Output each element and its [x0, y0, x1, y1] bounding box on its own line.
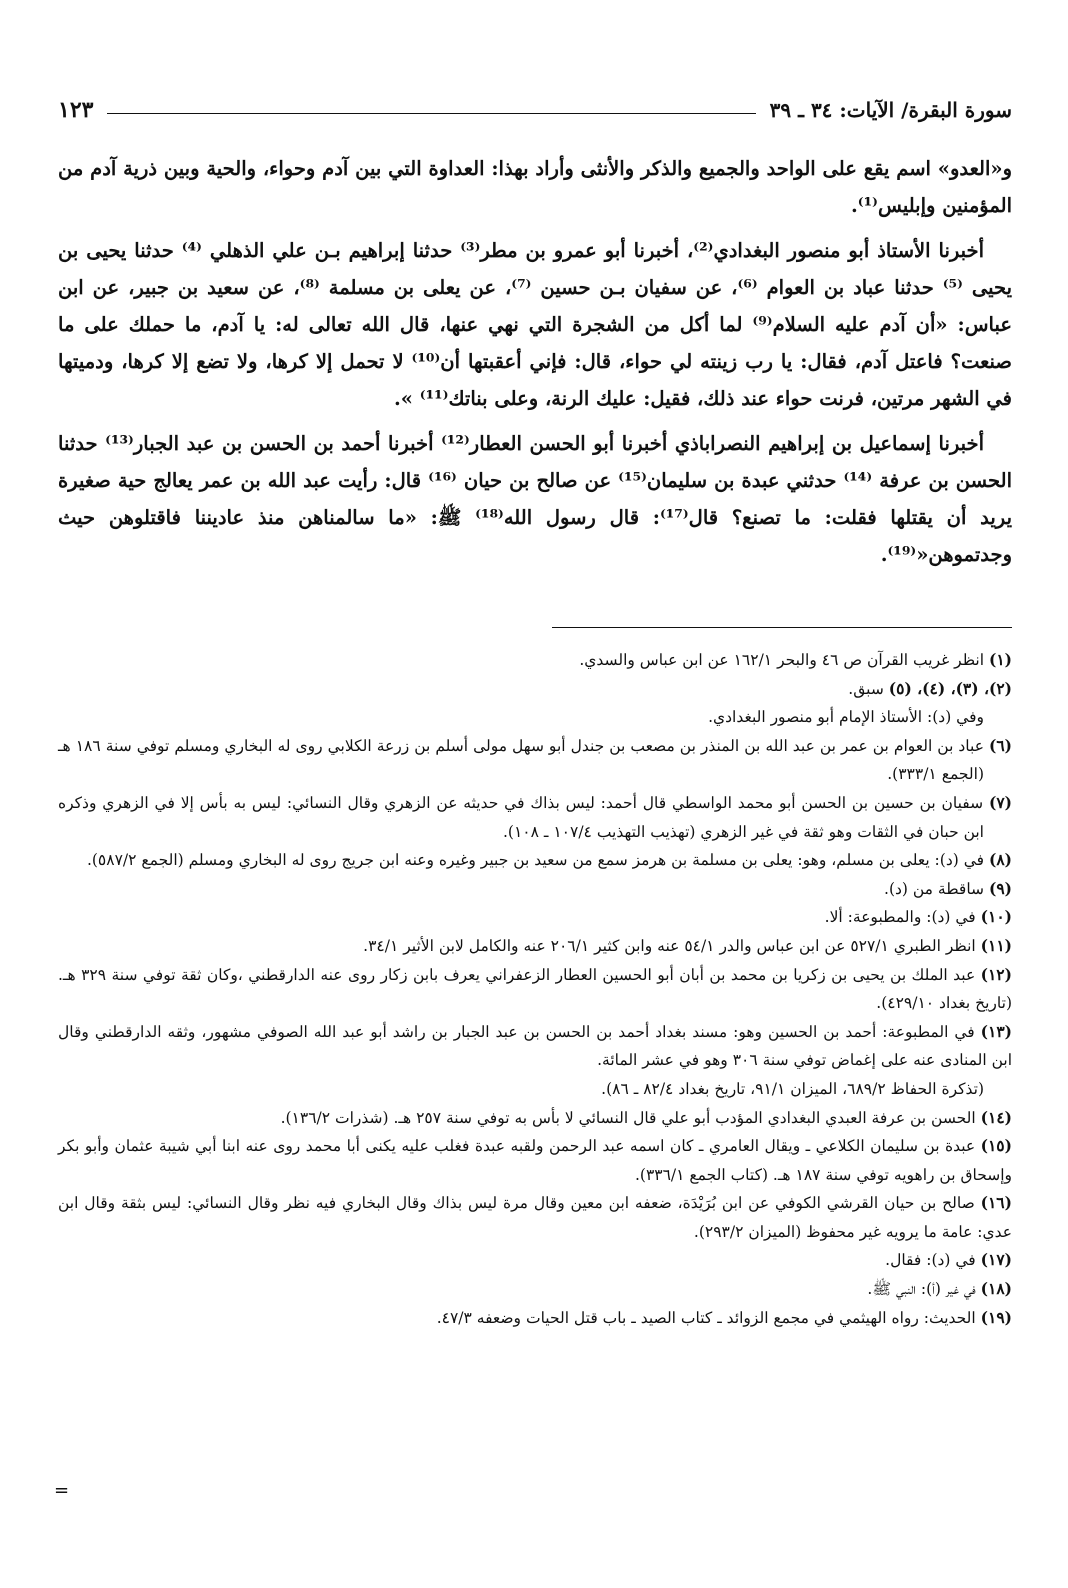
footnote-text: في المطبوعة: أحمد بن الحسين وهو: مسند بغداد أحمد بن الحسن بن عبد الجبار بن راشد أبو عبد الله الصوفي مشهور، وثقه الدارقطني وقال ابن المنادى عنه على إغماض توفي سنة ٣٠٦ وهو في عشر المائة. [58, 1022, 1012, 1070]
footnote [58, 789, 1012, 846]
footnote-number: (١٣) [980, 1021, 1012, 1041]
paragraph-2: أخبرنا الأستاذ أبو منصور البغدادي⁽²⁾، أخبرنا أبو عمرو بن مطر⁽³⁾ حدثنا إبراهيم بـن علي الذهلي ⁽⁴⁾ حدثنا يحيى بن يحيى ⁽⁵⁾ حدثنا عباد بن العوام ⁽⁶⁾، عن سفيان بـن حسين ⁽⁷⁾، عن يعلى بن مسلمة ⁽⁸⁾، عن سعيد بن جبير، عن ابن عباس: «أن آدم عليه السلام⁽⁹⁾ لما أكل من الشجرة التي نهي عنها، قال الله تعالى له: يا آدم، ما حملك على ما صنعت؟ فاعتل آدم، فقال: يا رب زينته لي حواء، قال: فإني أعقبتها أن⁽¹⁰⁾ لا تحمل إلا كرها، ولا تضع إلا كرها، ودميتها في الشهر مرتين، فرنت حواء عند ذلك، فقيل: عليك الرنة، وعلى بناتك⁽¹¹⁾ ». [58, 239, 1013, 410]
footnote-number: (٧) [988, 792, 1012, 812]
footnote [58, 932, 1012, 961]
footnote-text: في (د): فقال. [885, 1251, 976, 1270]
paragraph-1: و«العدو» اسم يقع على الواحد والجميع والذكر والأنثى وأراد بهذا: العداوة التي بين آدم وحواء، والحية وبين ذرية آدم من المؤمنين وإبليس⁽¹⁾. [58, 157, 1012, 217]
running-header [58, 92, 1012, 128]
footnote [58, 1246, 1012, 1275]
footnote-text: في (د): يعلى بن مسلم، وهو: يعلى بن مسلمة بن هرمز سمع من سعيد بن جبير وغيره وعنه ابن جريج روى له البخاري ومسلم (الجمع ٥٨٧/٢). [86, 851, 985, 870]
footnote [58, 1304, 1012, 1333]
footnote-text: انظر الطبري ٥٢٧/١ عن ابن عباس والدر ٥٤/١ عنه وابن كثير ٢٠٦/١ عنه والكامل لابن الأثير ٣٤/١. [363, 936, 976, 955]
footnote-text: صالح بن حيان القرشي الكوفي عن ابن بُرَيْدَة، ضعفه ابن معين وقال مرة ليس بذاك وقال البخاري فيه نظر وقال النسائي: ليس بثقة وقال ابن عدي: عامة ما يرويه غير محفوظ (الميزان ٢٩٣/٢). [58, 1194, 1012, 1241]
surah-title: سورة البقرة/ الآيات: ٣٤ ـ ٣٩ [769, 98, 1012, 122]
footnote-number: (١٢) [980, 964, 1012, 984]
footnote [58, 703, 1012, 732]
footnote [58, 846, 1012, 875]
footnote [58, 1075, 1012, 1104]
footnote-text: الحسن بن عرفة العبدي البغدادي المؤدب أبو علي قال النسائي لا بأس به توفي سنة ٢٥٧ هـ. (شذرات ١٣٦/٢). [280, 1108, 976, 1127]
footnote-text: عبدة بن سليمان الكلاعي ـ ويقال العامري ـ كان اسمه عبد الرحمن ولقبه عبدة فغلب عليه يكنى أبا محمد روى عنه ابنا أبي شيبة عثمان وأبو بكر وإسحاق بن راهويه توفي سنة ١٨٧ هـ. (كتاب الجمع ٣٣٦/١). [58, 1137, 1012, 1184]
main-text [58, 150, 1012, 581]
footnote-text: سبق. [848, 679, 884, 698]
footnote [58, 1189, 1012, 1246]
footnote-number: (١٦) [980, 1193, 1012, 1213]
footnote [58, 903, 1012, 932]
footnote [58, 675, 1012, 704]
paragraph-3: أخبرنا إسماعيل بن إبراهيم النصراباذي أخبرنا أبو الحسن العطار⁽¹²⁾ أخبرنا أحمد بن الحسن بن عبد الجبار⁽¹³⁾ حدثنا الحسن بن عرفة ⁽¹⁴⁾ حدثني عبدة بن سليمان⁽¹⁵⁾ عن صالح بن حيان ⁽¹⁶⁾ قال: رأيت عبد الله بن عمر يعالج حية صغيرة يريد أن يقتلها فقلت: ما تصنع؟ قال⁽¹⁷⁾: قال رسول الله⁽¹⁸⁾ ﷺ: «ما سالمناهن منذ عاديننا فاقتلوهن حيث وجدتموهن«⁽¹⁹⁾. [58, 432, 1012, 566]
page-number: ١٢٣ [58, 97, 94, 123]
footnote-text: انظر غريب القرآن ص ٤٦ والبحر ١٦٢/١ عن ابن عباس والسدي. [579, 651, 985, 669]
footnote-number: (٢)، (٣)، (٤)، (٥) [888, 678, 1012, 698]
footnote-text: (تذكرة الحفاظ ٦٨٩/٢، الميزان ٩١/١، تاريخ بغداد ٨٢/٤ ـ ٨٦). [601, 1079, 984, 1098]
footnote-separator [552, 627, 1012, 628]
footnote [58, 732, 1012, 789]
footnote [58, 1104, 1012, 1133]
footnote-number: (١٧) [980, 1250, 1012, 1270]
footnote [58, 961, 1012, 1018]
footnote-text: الحديث: رواه الهيثمي في مجمع الزوائد ـ كتاب الصيد ـ باب قتل الحيات وضعفه ٤٧/٣. [436, 1308, 976, 1327]
footnote-text: وفي (د): الأستاذ الإمام أبو منصور البغدادي. [708, 708, 984, 727]
footnote-text: عبد الملك بن يحيى بن زكريا بن محمد بن أبان أبو الحسين العطار الزعفراني يعرف بابن زكار روى عنه الدارقطني ،وكان ثقة توفي سنة ٣٢٩ هـ. (تاريخ بغداد ٤٢٩/١٠). [58, 965, 1012, 1013]
footnote-number: (١١) [980, 935, 1012, 955]
header-rule [107, 113, 755, 114]
footnote-text: عباد بن العوام بن عمر بن عبد الله بن المنذر بن مصعب بن جندل أبو سهل مولى أسلم بن زرعة الكلابي روى له البخاري ومسلم توفي سنة ١٨٦ هـ (الجمع ٣٣٣/١). [58, 736, 984, 784]
footnote-text: في (د): والمطبوعة: ألا. [824, 908, 976, 927]
footnote-number: (١٩) [980, 1307, 1012, 1327]
footnote-number: (٩) [988, 878, 1012, 898]
footnote-number: (١٤) [980, 1107, 1012, 1127]
footnote-number: (١٠) [980, 907, 1012, 927]
footnote-number: (٨) [988, 850, 1012, 870]
footnote [58, 1275, 1012, 1304]
footnote [58, 1132, 1012, 1189]
footnote-text: ساقطة من (د). [884, 879, 985, 898]
footnote-number: (١٥) [980, 1136, 1012, 1156]
footnotes [58, 646, 1012, 1332]
margin-mark: = [54, 1480, 70, 1501]
footnote [58, 646, 1012, 675]
footnote [58, 1018, 1012, 1075]
footnote [58, 875, 1012, 904]
footnote-number: (١) [988, 650, 1012, 669]
footnote-text: في غير (أ): النبي ﷺ. [867, 1280, 976, 1299]
footnote-number: (١٨) [980, 1279, 1012, 1299]
footnote-number: (٦) [988, 735, 1012, 755]
footnote-text: سفيان بن حسين بن الحسن أبو محمد الواسطي قال أحمد: ليس بذاك في حديثه عن الزهري وقال النسائي: ليس به بأس إلا في الزهري وذكره ابن حبان في الثقات وهو ثقة في غير الزهري (تهذيب التهذيب ١٠٧/٤ ـ ١٠٨). [58, 793, 984, 841]
